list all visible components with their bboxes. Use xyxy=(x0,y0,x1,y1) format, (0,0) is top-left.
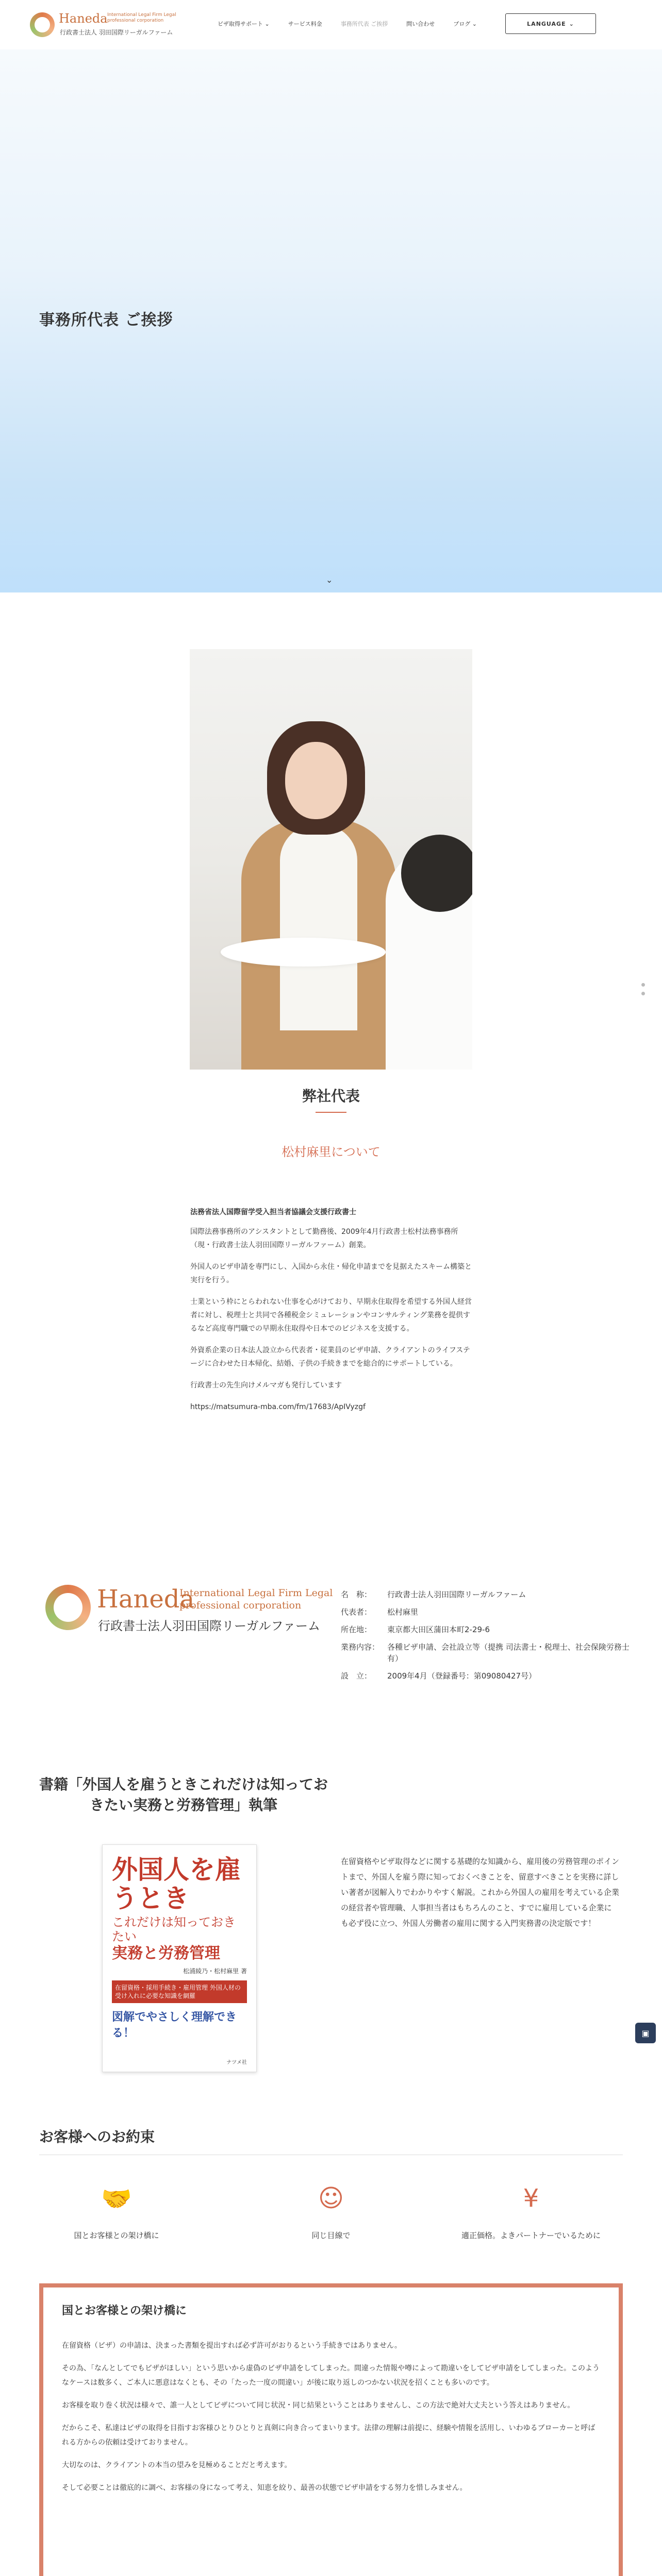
book-description: 在留資格やビザ取得などに関する基礎的な知識から、雇用後の労務管理のポイントまで、外国人を雇う際に知っておくべきことを、留意すべきことを実務に詳しい著者が図解入りでわかりやすく解説。これから外国人の雇用を考えている企業の経営者や管理職、人事担当者はもちろんのこと、すでに雇用している企業にも必ず役に立つ、外国人労働者の雇用に関する入門実務書の決定版です！ xyxy=(341,1857,620,1928)
cover-publisher: ナツメ社 xyxy=(226,2060,247,2065)
logo-subtitle: International Legal Firm Legal professional corporation xyxy=(179,1587,333,1611)
bio-paragraph: 国際法務事務所のアシスタントとして勤務後、2009年4月行政書士松村法務事務所（現・行政書士法人羽田国際リーガルファーム）創業。 xyxy=(190,1228,458,1249)
feature-same-view xyxy=(254,2180,408,2241)
chevron-down-icon[interactable]: ⌄ xyxy=(326,575,333,585)
dot-indicator[interactable] xyxy=(641,983,645,987)
cover-band: 在留資格・採用手続き・雇用管理 外国人材の受け入れに必要な知識を網羅 xyxy=(112,1980,247,2003)
site-header xyxy=(0,0,662,49)
box-paragraph: そして必要ことは徹底的に調べ、お客様の身になって考え、知恵を絞り、最善の状態でビザ申請をする努力を惜しみません。 xyxy=(62,2484,467,2492)
logo-mark xyxy=(45,1585,91,1630)
photo-client-hair xyxy=(401,835,472,912)
profile-title: 弊社代表 xyxy=(302,1088,360,1105)
cover-tagline: 図解でやさしく理解できる！ xyxy=(112,2011,237,2040)
promise-box-bridge xyxy=(39,2283,623,2576)
company-logo xyxy=(45,1585,333,1636)
box-paragraph: だからこそ、私達はビザの取得を目指すお客様ひとりひとりと真剣に向き合ってまいります。法律の理解は前提に、経験や情報を活用し、いわゆるブローカーと呼ばれる方からの依頼は受けておりません。 xyxy=(62,2424,595,2447)
logo-japanese: 行政書士法人羽田国際リーガルファーム xyxy=(98,1619,321,1633)
bio-paragraph: 外国人のビザ申請を専門にし、入国から永住・帰化申請までを見据えたスキーム構築と実行を行う。 xyxy=(190,1263,472,1284)
logo-japanese: 行政書士法人 羽田国際リーガルファーム xyxy=(60,29,173,36)
feature-fair-price xyxy=(454,2180,608,2241)
info-row: 所在地： 東京都大田区蒲田本町2-29-6 xyxy=(341,1625,490,1634)
cover-title-3: 実務と労務管理 xyxy=(112,1944,220,1962)
bio-paragraph: 士業という枠にとらわれない仕事を心がけており、早期永住取得を希望する外国人経営者に対し、税理士と共同で各種税金シミュレーションやコンサルティング業務を提供するなど高度専門職での早期永住取得や日本でのビジネスを支援する。 xyxy=(190,1298,472,1333)
box-paragraph: その為、「なんとしてでもビザがほしい」という思いから虚偽のビザ申請をしてしまった。間違った情報や噂によって勘違いをしてビザ申請をしてしまった。このようなケースは数多く、ご本人に悪意はなくとも、その「たった一度の間違い」が後に取り返しのつかない状況を招くことも多いのです。 xyxy=(62,2364,600,2387)
company-info xyxy=(341,1589,630,1688)
nav-service-fees[interactable]: サービス料金 xyxy=(288,21,322,27)
nav-visa-support[interactable]: ビザ取得サポート ⌄ xyxy=(218,21,270,27)
bookmark-icon[interactable]: ▣ xyxy=(635,2023,656,2043)
nav-contact[interactable]: 問い合わせ xyxy=(406,21,435,27)
logo-wordmark: Haneda xyxy=(97,1585,195,1614)
box-paragraph: お客様を取り巻く状況は様々で、誰一人としてビザについて同じ状況・同じ結果ということはありませんし、この方法で絶対大丈夫という答えはありません。 xyxy=(62,2401,575,2410)
bio-paragraph: 行政書士の先生向けメルマガも発行しています xyxy=(190,1381,342,1389)
bio-paragraph: 外資系企業の日本法人設立から代表者・従業員のビザ申請、クライアントのライフステージに合わせた日本帰化、結婚、子供の手続きまでを総合的にサポートしている。 xyxy=(190,1346,470,1368)
hero-banner xyxy=(0,49,662,592)
feature-bridge xyxy=(39,2180,194,2241)
side-dots xyxy=(641,983,645,1001)
book-cover[interactable] xyxy=(102,1844,257,2072)
photo-face xyxy=(285,742,347,819)
cover-authors: 松浦綾乃・松村麻里 著 xyxy=(183,1968,247,1975)
yen-icon: ¥ xyxy=(523,2184,539,2213)
title-underline xyxy=(316,1112,346,1113)
logo-wordmark: Haneda xyxy=(59,11,108,26)
language-label: LANGUAGE xyxy=(527,20,566,27)
feature-label: 同じ目線で xyxy=(311,2231,351,2240)
photo-table xyxy=(221,938,386,967)
language-button[interactable] xyxy=(505,13,596,34)
box-paragraph: 在留資格（ビザ）の申請は、決まった書類を提出すれば必ず許可がおりるという手続きではありません。 xyxy=(62,2342,402,2350)
profile-subtitle: 松村麻里について xyxy=(282,1145,380,1159)
feature-label: 国とお客様との架け橋に xyxy=(74,2231,159,2240)
logo-subtitle: International Legal Firm Legal professional corporation xyxy=(107,12,176,23)
box-title: 国とお客様との架け橋に xyxy=(62,2304,187,2317)
info-row: 代表者： 松村麻里 xyxy=(341,1607,419,1617)
site-logo[interactable] xyxy=(30,11,185,39)
promise-title: お客様へのお約束 xyxy=(39,2128,155,2145)
feature-label: 適正価格。よきパートナーでいるために xyxy=(461,2231,601,2240)
newsletter-link[interactable]: https://matsumura-mba.com/fm/17683/ApIVyzgf xyxy=(190,1403,366,1411)
photo-shirt xyxy=(280,824,357,1030)
bio-heading: 法務省法人国際留学受入担当者協議会支援行政書士 xyxy=(190,1208,356,1216)
chevron-down-icon: ⌄ xyxy=(569,20,574,27)
cover-title-1: 外国人を雇うとき xyxy=(112,1855,241,1913)
box-paragraph: 大切なのは、クライアントの本当の望みを見極めることだと考えます。 xyxy=(62,2461,292,2469)
main-nav xyxy=(208,20,486,30)
nav-greeting[interactable]: 事務所代表 ご挨拶 xyxy=(340,21,388,27)
dot-indicator[interactable] xyxy=(641,992,645,995)
smile-icon: ☺ xyxy=(318,2184,344,2213)
info-row: 業務内容： 各種ビザ申請、会社設立等（提携 司法書士・税理士、社会保険労務士有） xyxy=(341,1642,630,1663)
handshake-icon: 🤝 xyxy=(101,2184,132,2213)
info-row: 設 立： 2009年4月（登録番号：第09080427号） xyxy=(341,1671,537,1681)
representative-photo xyxy=(190,649,472,1070)
nav-blog[interactable]: ブログ ⌄ xyxy=(453,21,477,27)
logo-mark xyxy=(30,12,55,37)
page-title: 事務所代表 ご挨拶 xyxy=(39,311,173,329)
book-heading: 書籍「外国人を雇うときこれだけは知っておきたい実務と労務管理」執筆 xyxy=(39,1776,328,1814)
profile-bio xyxy=(190,1206,473,1422)
cover-title-2: これだけは知っておきたい xyxy=(112,1915,236,1944)
info-row: 名 称： 行政書士法人羽田国際リーガルファーム xyxy=(341,1590,526,1599)
